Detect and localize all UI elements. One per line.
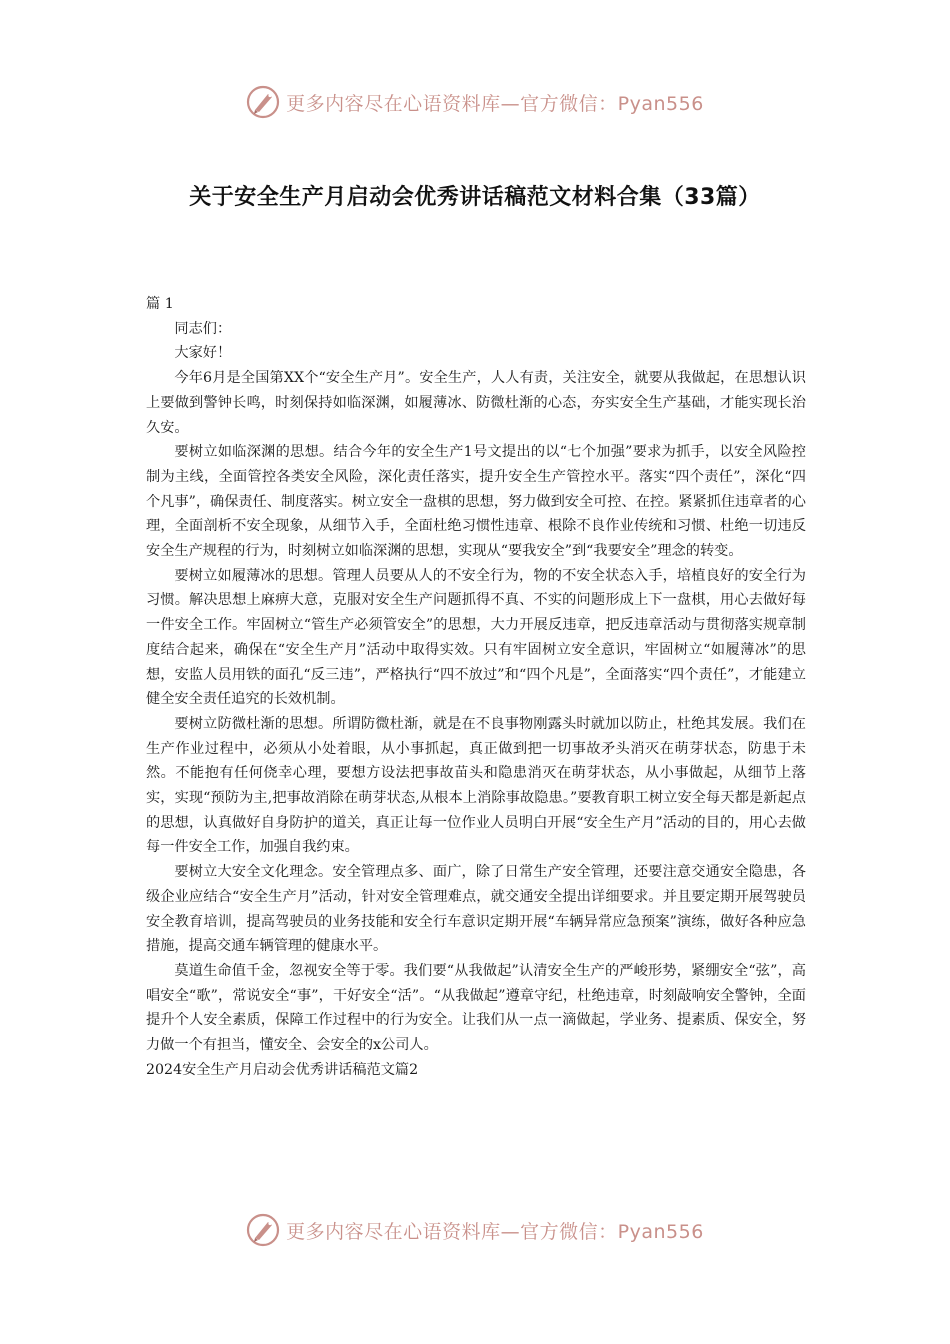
body-paragraph: 要树立如履薄冰的思想。管理人员要从人的不安全行为，物的不安全状态入手，培植良好的安全行为习惯。解决思想上麻痹大意，克服对安全生产问题抓得不真、不实的问题形成上下一盘棋，用心去做好每一件安全工作。牢固树立“管生产必须管安全”的思想，大力开展反违章，把反违章活动与贯彻落实规章制度结合起来，确保在“安全生产月”活动中取得实效。只有牢固树立安全意识，牢固树立“如履薄冰”的思想，安监人员用铁的面孔“反三违”，严格执行“四不放过”和“四个凡是”，全面落实“四个责任”，才能建立健全安全责任追究的长效机制。 (146, 567, 806, 708)
pen-logo-icon (246, 1213, 280, 1247)
watermark-text: 更多内容尽在心语资料库—官方微信：Pyan556 (286, 92, 704, 115)
document-title: 关于安全生产月启动会优秀讲话稿范文材料合集（33篇） (189, 185, 761, 210)
next-section-title: 2024安全生产月启动会优秀讲话稿范文篇2 (146, 1061, 419, 1078)
body-paragraph: 要树立大安全文化理念。安全管理点多、面广，除了日常生产安全管理，还要注意交通安全隐患，各级企业应结合“安全生产月”活动，针对安全管理难点，就交通安全提出详细要求。并且要定期开展驾驶员安全教育培训，提高驾驶员的业务技能和安全行车意识定期开展“车辆异常应急预案”演练，做好各种应急措施，提高交通车辆管理的健康水平。 (146, 864, 806, 955)
pen-logo-icon (246, 85, 280, 119)
greeting: 大家好！ (174, 345, 232, 362)
body-paragraph: 今年6月是全国第XX个“安全生产月”。安全生产，人人有责，关注安全，就要从我做起，在思想认识上要做到警钟长鸣，时刻保持如临深渊，如履薄冰、防微杜渐的心态，夯实安全生产基础，才能实现长治久安。 (146, 370, 806, 436)
body-paragraph: 要树立如临深渊的思想。结合今年的安全生产1号文提出的以“七个加强”要求为抓手，以安全风险控制为主线，全面管控各类安全风险，深化责任落实，提升安全生产管控水平。落实“四个责任”，深化“四个凡事”，确保责任、制度落实。树立安全一盘棋的思想，努力做到安全可控、在控。紧紧抓住违章者的心理，全面剖析不安全现象，从细节入手，全面杜绝习惯性违章、根除不良作业传统和习惯、杜绝一切违反安全生产规程的行为，时刻树立如临深渊的思想，实现从“要我安全”到“我要安全”理念的转变。 (146, 444, 806, 560)
header-watermark (0, 82, 950, 122)
salutation: 同志们： (174, 320, 232, 337)
document-body (146, 292, 806, 1083)
body-paragraph: 要树立防微杜渐的思想。所谓防微杜渐，就是在不良事物刚露头时就加以防止，杜绝其发展。我们在生产作业过程中，必须从小处着眼，从小事抓起，真正做到把一切事故矛头消灭在萌芽状态，防患于未然。不能抱有任何侥幸心理，要想方设法把事故苗头和隐患消灭在萌芽状态，从小事做起，从细节上落实，实现“预防为主,把事故消除在萌芽状态,从根本上消除事故隐患。”要教育职工树立安全每天都是新起点的思想，认真做好自身防护的道关，真正让每一位作业人员明白开展“安全生产月”活动的目的，用心去做每一件安全工作，加强自我约束。 (146, 715, 806, 856)
section-label: 篇 1 (146, 296, 174, 312)
body-paragraph: 莫道生命值千金，忽视安全等于零。我们要“从我做起”认清安全生产的严峻形势，紧绷安全“弦”，高唱安全“歌”，常说安全“事”，干好安全“活”。“从我做起”遵章守纪，杜绝违章，时刻敲响安全警钟，全面提升个人安全素质，保障工作过程中的行为安全。让我们从一点一滴做起，学业务、提素质、保安全，努力做一个有担当，懂安全、会安全的x公司人。 (146, 962, 806, 1054)
footer-watermark (0, 1210, 950, 1250)
watermark-text: 更多内容尽在心语资料库—官方微信：Pyan556 (286, 1220, 704, 1243)
